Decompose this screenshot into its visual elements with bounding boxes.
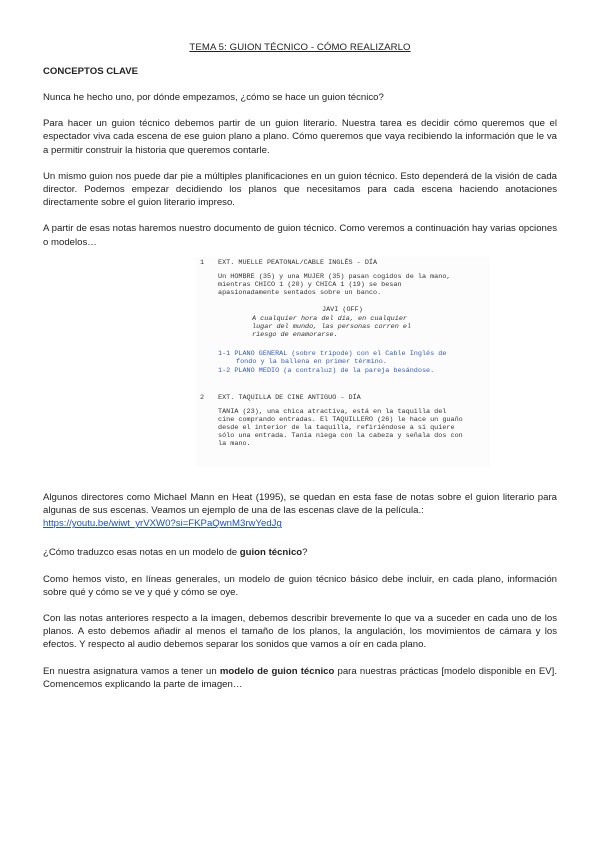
bold-term: guion técnico xyxy=(239,547,303,559)
action-line: cine comprando entradas. El TAQUILLERO (26) le hace un guaño xyxy=(218,415,463,424)
dialogue-line: A cualquier hora del día, en cualquier xyxy=(252,314,407,323)
paragraph-intro-question: Nunca he hecho uno, por dónde empezamos, ¿cómo se hace un guion técnico? xyxy=(43,92,384,103)
character-name: JAVI (OFF) xyxy=(322,305,363,314)
action-line: apasionadamente sentados sobre un banco. xyxy=(218,288,382,297)
paragraph-text: ¿Cómo traduzco esas notas en un modelo de xyxy=(43,547,240,559)
paragraph-michael-mann xyxy=(43,491,557,531)
youtube-link[interactable]: https://youtu.be/wiwt_yrVXW0?si=FKPaQwnM3rwYedJg xyxy=(43,518,282,530)
paragraph-text: ? xyxy=(302,547,308,559)
action-line: sólo una entrada. Tania niega con la cabeza y señala dos con xyxy=(218,431,463,440)
dialogue-line: lugar del mundo, las personas corren el xyxy=(252,322,412,331)
action-line: Un HOMBRE (35) y una MUJER (35) pasan cogidos de la mano, xyxy=(218,272,451,281)
paragraph-text: En nuestra asignatura vamos a tener un xyxy=(43,665,220,677)
paragraph-text: Algunos directores como Michael Mann en Heat (1995), se quedan en esta fase de notas sobre el guion literario para algunas de sus escenas. Veamos un ejemplo de una de las escenas clave de la película.: xyxy=(43,491,557,517)
shot-note: 1-1 PLANO GENERAL (sobre trípode) con el Cable Inglés de xyxy=(218,349,447,358)
scene-number: 1 xyxy=(200,258,205,267)
shot-note: 1-2 PLANO MEDIO (a contraluz) de la pareja besándose. xyxy=(218,366,435,375)
dialogue-line: riesgo de enamorarse. xyxy=(252,330,338,339)
action-line: TANIA (23), una chica atractiva, está en la taquilla del xyxy=(218,407,447,416)
scene-heading: EXT. TAQUILLA DE CINE ANTIGUO - DÍA xyxy=(218,393,361,402)
document-title: TEMA 5: GUION TÉCNICO - CÓMO REALIZARLO xyxy=(189,42,411,53)
paragraph-course-model xyxy=(43,665,557,691)
paragraph-translate-question xyxy=(43,546,557,559)
action-line: mientras CHICO 1 (20) y CHICA 1 (19) se besan xyxy=(218,280,402,289)
scene-heading: EXT. MUELLE PEATONAL/CABLE INGLÉS - DÍA xyxy=(218,258,378,267)
paragraph-image-notes: Con las notas anteriores respecto a la imagen, debemos describir brevemente lo que va a suceder en cada uno de los planos. A esto debemos añadir al menos el tamaño de los planos, la angulación, los movimientos de cámara y los efectos. Y respecto al audio debemos separar los sonidos que vamos a oír en cada plano. xyxy=(43,613,557,651)
scene-number: 2 xyxy=(200,393,205,402)
paragraph-literary-script: Para hacer un guion técnico debemos partir de un guion literario. Nuestra tarea es decidir cómo queremos que el espectador viva cada escena de ese guion plano a plano. Cómo queremos que vaya recibiendo la información que le va a permitir construir la historia que queremos contarle. xyxy=(43,118,557,156)
shot-note: fondo y la ballena en primer término. xyxy=(236,357,387,366)
paragraph-models: A partir de esas notas haremos nuestro documento de guion técnico. Como veremos a continuación hay varias opciones o modelos… xyxy=(43,223,557,248)
script-excerpt-image xyxy=(196,257,490,467)
paragraph-text: para nuestras prácticas [modelo disponible en EV]. Comencemos explicando la parte de imagen… xyxy=(43,665,558,690)
bold-term: modelo de guion técnico xyxy=(219,665,335,677)
action-line: la mano. xyxy=(218,439,251,448)
paragraph-basic-model: Como hemos visto, en líneas generales, un modelo de guion técnico básico debe incluir, en cada plano, información sobre qué y cómo se ve y qué y cómo se oye. xyxy=(43,573,557,598)
paragraph-multiple-plans: Un mismo guion nos puede dar pie a múltiples planificaciones en un guion técnico. Esto dependerá de la visión de cada director. Podemos empezar decidiendo los planos que necesitamos para cada escena haciendo anotaciones directamente sobre el guion literario impreso. xyxy=(43,170,557,209)
section-heading: CONCEPTOS CLAVE xyxy=(43,66,139,77)
action-line: desde el interior de la taquilla, refiriéndose a si quiere xyxy=(218,423,455,432)
